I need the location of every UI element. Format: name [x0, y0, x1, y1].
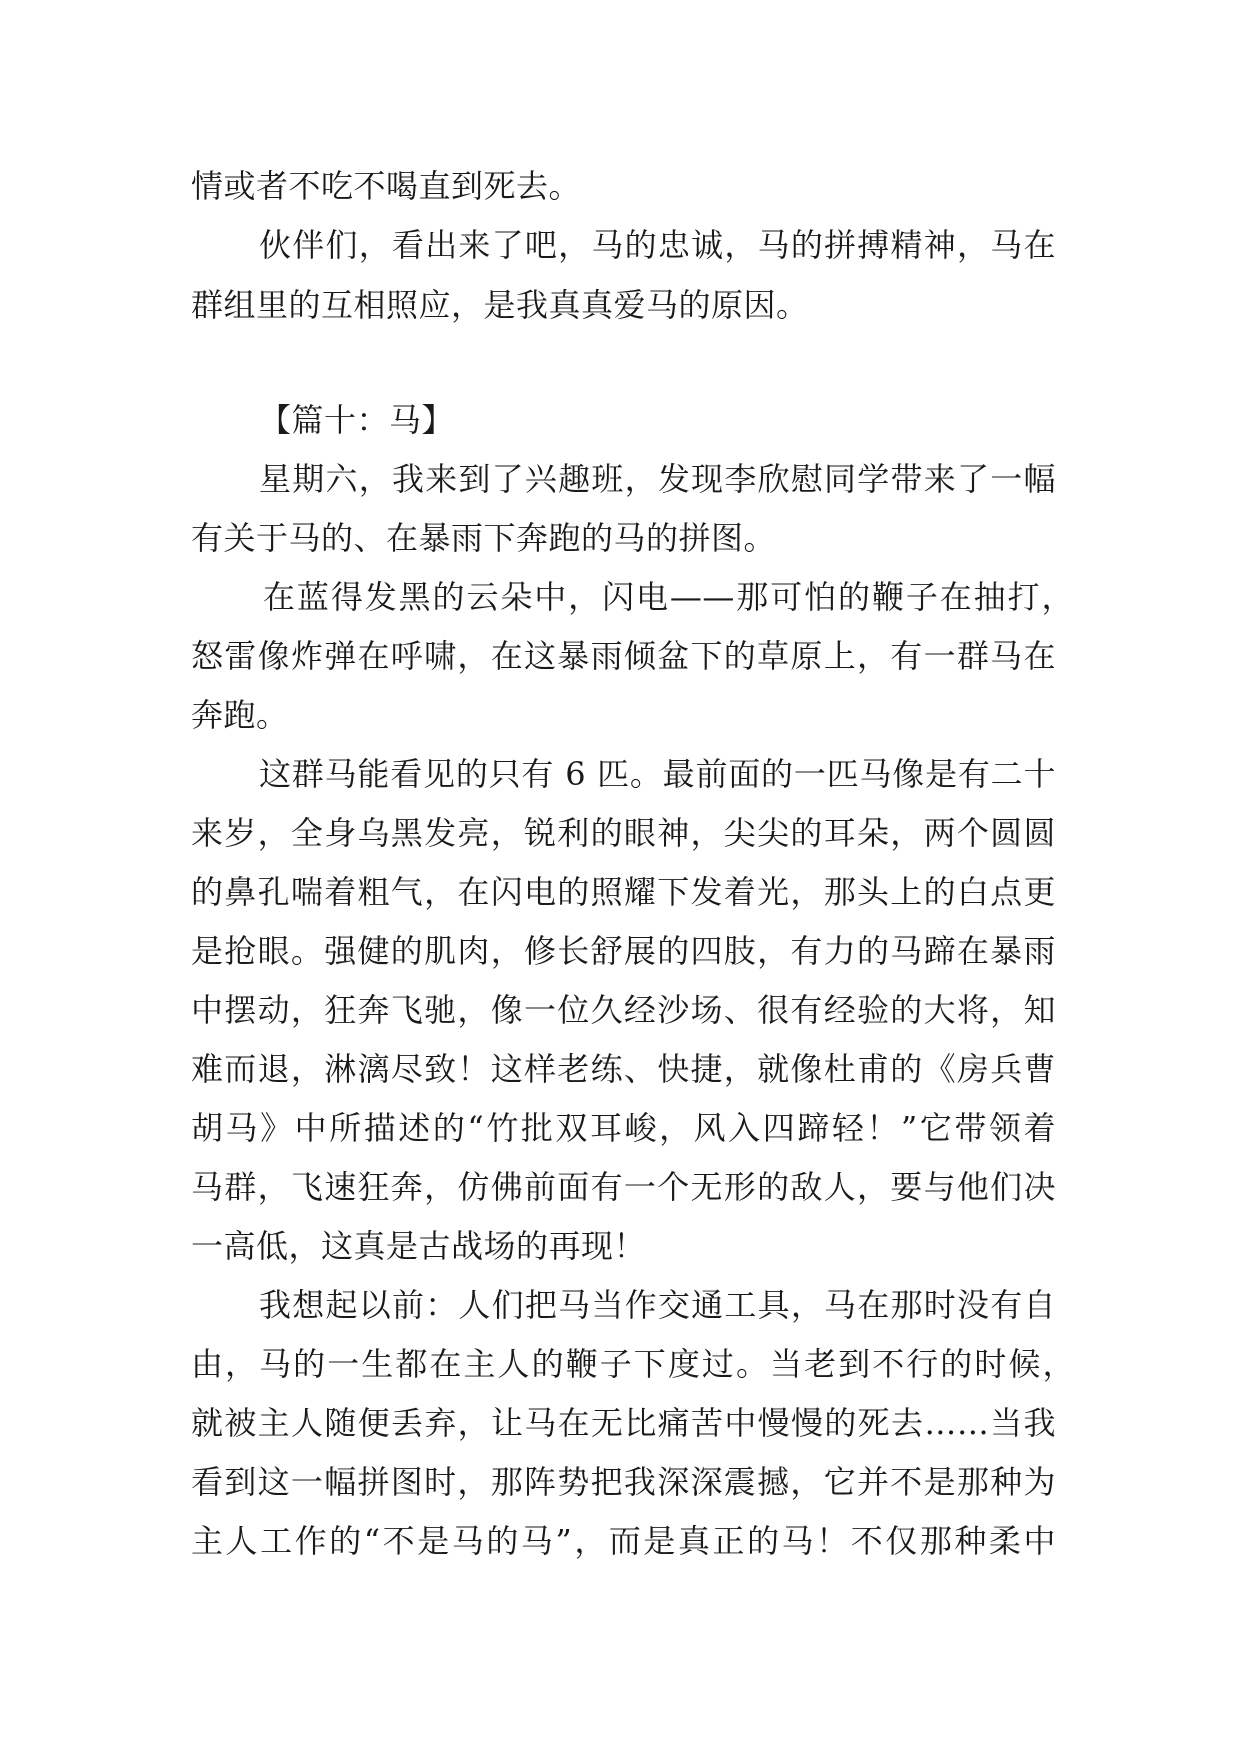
- paragraph-line: 中摆动，狂奔飞驰，像一位久经沙场、很有经验的大将，知: [191, 991, 1056, 1029]
- paragraph-line: 伙伴们，看出来了吧，马的忠诚，马的拼搏精神，马在: [259, 226, 1056, 264]
- paragraph-line: 一高低，这真是古战场的再现！: [191, 1227, 647, 1265]
- paragraph-line: 这群马能看见的只有 6 匹。最前面的一匹马像是有二十: [259, 755, 1056, 793]
- paragraph-line: 难而退，淋漓尽致！这样老练、快捷，就像杜甫的《房兵曹: [191, 1050, 1056, 1088]
- paragraph-line: 怒雷像炸弹在呼啸，在这暴雨倾盆下的草原上，有一群马在: [191, 637, 1056, 675]
- paragraph-line: 是抢眼。强健的肌肉，修长舒展的四肢，有力的马蹄在暴雨: [191, 932, 1056, 970]
- paragraph-line: 看到这一幅拼图时，那阵势把我深深震撼，它并不是那种为: [191, 1463, 1056, 1501]
- paragraph-line: 情或者不吃不喝直到死去。: [191, 167, 582, 205]
- paragraph-line: 我想起以前：人们把马当作交通工具，马在那时没有自: [259, 1286, 1056, 1324]
- paragraph-line: 在蓝得发黑的云朵中，闪电——那可怕的鞭子在抽打，: [263, 578, 1074, 616]
- paragraph-line: 奔跑。: [191, 696, 289, 734]
- paragraph-line: 胡马》中所描述的“竹批双耳峻，风入四蹄轻！”它带领着: [191, 1109, 1056, 1147]
- paragraph-line: 星期六，我来到了兴趣班，发现李欣慰同学带来了一幅: [259, 460, 1056, 498]
- paragraph-line: 群组里的互相照应，是我真真爱马的原因。: [191, 286, 809, 324]
- paragraph-line: 来岁，全身乌黑发亮，锐利的眼神，尖尖的耳朵，两个圆圆: [191, 814, 1056, 852]
- section-heading: 【篇十：马】: [259, 401, 455, 439]
- paragraph-line: 的鼻孔喘着粗气，在闪电的照耀下发着光，那头上的白点更: [191, 873, 1056, 911]
- paragraph-line: 有关于马的、在暴雨下奔跑的马的拼图。: [191, 519, 777, 557]
- paragraph-line: 马群，飞速狂奔，仿佛前面有一个无形的敌人，要与他们决: [191, 1168, 1056, 1206]
- paragraph-line: 由，马的一生都在主人的鞭子下度过。当老到不行的时候，: [191, 1345, 1075, 1383]
- paragraph-line: 就被主人随便丢弃，让马在无比痛苦中慢慢的死去……当我: [191, 1404, 1056, 1442]
- paragraph-line: 主人工作的“不是马的马”，而是真正的马！不仅那种柔中: [191, 1522, 1056, 1560]
